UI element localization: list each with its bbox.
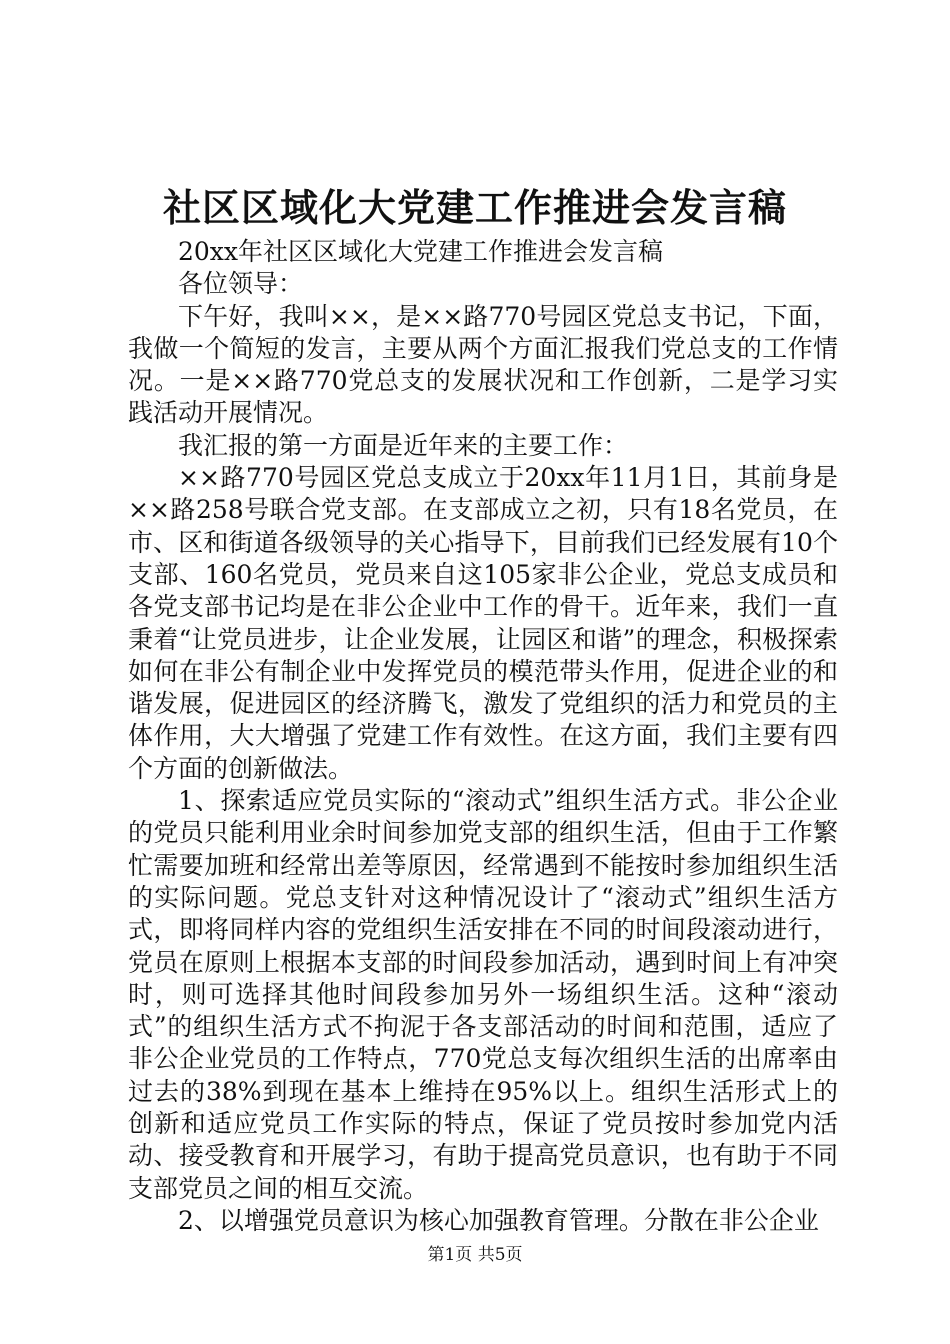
document-title: 社区区域化大党建工作推进会发言稿 [162,185,787,230]
paragraph-item-2: 2、以增强党员意识为核心加强教育管理。分散在非公企业 [178,1205,819,1235]
document-body [128,236,838,1237]
paragraph-item-1: 1、探索适应党员实际的“滚动式”组织生活方式。非公企业的党员只能利用业余时间参加党支部的组织生活，但由于工作繁忙需要加班和经常出差等原因，经常遇到不能按时参加组织生活的实际问题。党总支针对这种情况设计了“滚动式”组织生活方式，即将同样内容的党组织生活安排在不同的时间段滚动进行，党员在原则上根据本支部的时间段参加活动，遇到时间上有冲突时，则可选择其他时间段参加另外一场组织生活。这种“滚动式”的组织生活方式不拘泥于各支部活动的时间和范围，适应了非公企业党员的工作特点，770党总支每次组织生活的出席率由过去的38%到现在基本上维持在95%以上。组织生活形式上的创新和适应党员工作实际的特点，保证了党员按时参加党内活动、接受教育和开展学习，有助于提高党员意识，也有助于不同支部党员之间的相互交流。 [128,786,838,1203]
paragraph-intro: 下午好，我叫××，是××路770号园区党总支书记，下面，我做一个简短的发言，主要从两个方面汇报我们党总支的工作情况。一是××路770党总支的发展状况和工作创新，二是学习实践活动开展情况。 [128,301,838,428]
paragraph-salutation: 各位领导： [178,269,304,299]
paragraph-background: ××路770号园区党总支成立于20xx年11月1日，其前身是××路258号联合党支部。在支部成立之初，只有18名党员，在市、区和街道各级领导的关心指导下，目前我们已经发展有10个支部、160名党员，党员来自这105家非公企业，党总支成员和各党支部书记均是在非公企业中工作的骨干。近年来，我们一直秉着“让党员进步，让企业发展，让园区和谐”的理念，积极探索如何在非公有制企业中发挥党员的模范带头作用，促进企业的和谐发展，促进园区的经济腾飞，激发了党组织的活力和党员的主体作用，大大增强了党建工作有效性。在这方面，我们主要有四个方面的创新做法。 [128,463,838,783]
paragraph-heading-repeat: 20xx年社区区域化大党建工作推进会发言稿 [178,237,664,266]
paragraph-section-one-lead: 我汇报的第一方面是近年来的主要工作： [178,430,629,460]
page-footer: 第1页 共5页 [427,1245,523,1265]
